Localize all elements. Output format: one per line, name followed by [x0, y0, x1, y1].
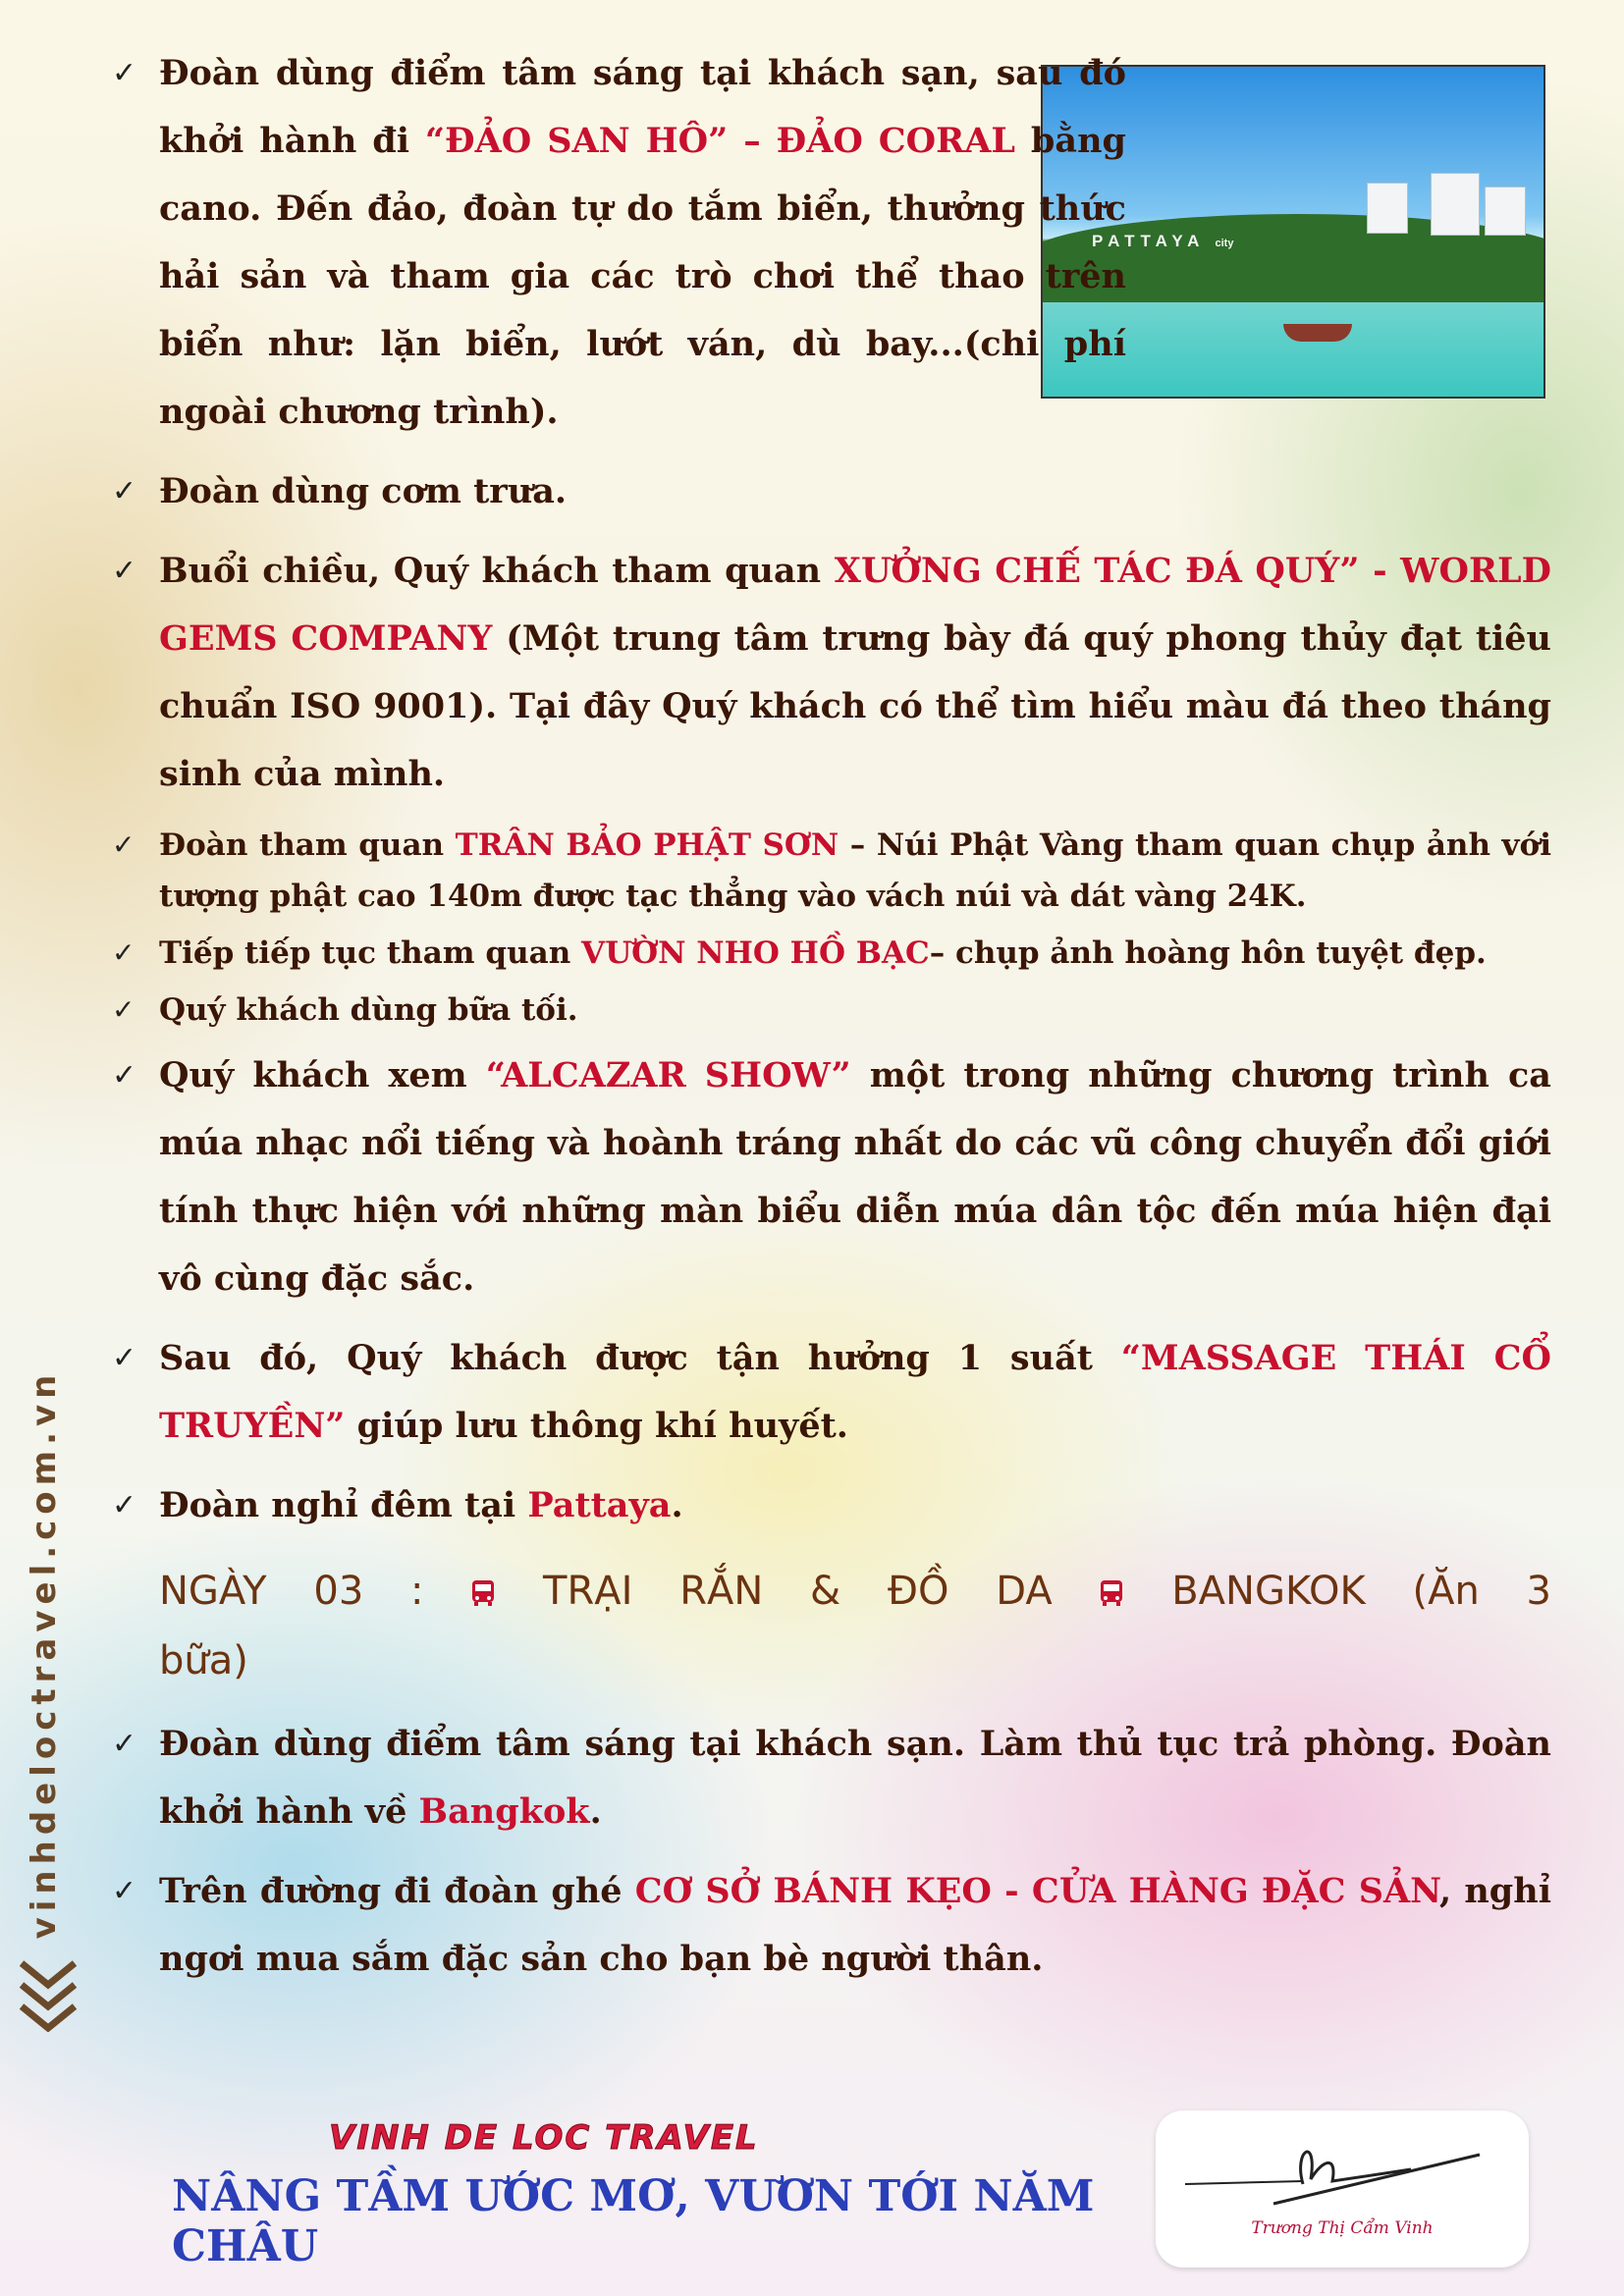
day-stop: TRẠI RẮN & ĐỒ DA [543, 1569, 1053, 1614]
itinerary-item [108, 928, 1551, 979]
item-text: Đoàn dùng điểm tâm sáng tại khách sạn. Làm thủ tục trả phòng. Đoàn khởi hành về [159, 1724, 1551, 1832]
day-stop: BANGKOK [1171, 1569, 1366, 1614]
item-text: – Núi Phật Vàng tham quan chụp ảnh với tượng phật cao 140m được tạc thẳng vào vách núi và dát vàng 24K. [159, 828, 1552, 914]
itinerary-content [108, 39, 1551, 2004]
item-text: một trong những chương trình ca múa nhạc nổi tiếng và hoành tráng nhất do các vũ công chuyển đổi giới tính thực hiện với những màn biểu diễn múa dân tộc đến múa hiện đại vô cùng đặc sắc. [159, 1055, 1551, 1299]
item-text: Đoàn dùng điểm tâm sáng tại khách sạn, sau đó khởi hành đi [159, 53, 1126, 161]
highlight-text: CƠ SỞ BÁNH KẸO - CỬA HÀNG ĐẶC SẢN [634, 1871, 1439, 1911]
highlight-text: “ALCAZAR SHOW” [485, 1055, 851, 1095]
item-text: Quý khách xem [159, 1055, 486, 1095]
chevron-down-icon [14, 1953, 82, 2032]
item-text: Buổi chiều, Quý khách tham quan [159, 551, 835, 591]
item-text: Đoàn nghỉ đêm tại [159, 1485, 528, 1525]
item-text: . [671, 1485, 683, 1525]
item-text: (Một trung tâm trưng bày đá quý phong thủy đạt tiêu chuẩn ISO 9001). Tại đây Quý khách có thể tìm hiểu màu đá theo tháng sinh của mình. [159, 618, 1551, 794]
item-text: giúp lưu thông khí huyết. [345, 1406, 848, 1446]
item-text: Đoàn dùng cơm trưa. [159, 471, 568, 511]
itinerary-item [108, 457, 1551, 525]
highlight-text: “MASSAGE THÁI CỔ TRUYỀN” [159, 1338, 1551, 1446]
day-heading [159, 1551, 1551, 1631]
itinerary-list [108, 1710, 1551, 1993]
itinerary-item [108, 985, 1551, 1036]
bus-icon [470, 1578, 496, 1608]
itinerary-item [108, 1324, 1551, 1460]
itinerary-item [108, 820, 1551, 922]
itinerary-item [108, 1710, 1551, 1845]
highlight-text: “ĐẢO SAN HÔ” – ĐẢO CORAL [424, 121, 1015, 161]
highlight-text: TRÂN BẢO PHẬT SƠN [455, 828, 839, 863]
itinerary-item [108, 1857, 1551, 1993]
signature-graphic [1156, 2110, 1529, 2228]
itinerary-item [108, 537, 1551, 808]
side-url-text: vinhdeloctravel.com.vn [25, 1368, 64, 1940]
highlight-text: Pattaya [527, 1485, 672, 1525]
itinerary-item [108, 1471, 1551, 1539]
day-meals: (Ăn 3 [1412, 1569, 1551, 1614]
highlight-text: XƯỞNG CHẾ TÁC ĐÁ QUÝ” - WORLD GEMS COMPANY [159, 551, 1551, 659]
item-text: Trên đường đi đoàn ghé [159, 1871, 635, 1911]
item-text: Tiếp tiếp tục tham quan [159, 935, 582, 971]
item-text: Đoàn tham quan [159, 828, 456, 863]
bus-icon [1099, 1578, 1124, 1608]
item-text: . [589, 1791, 602, 1832]
item-text: bằng cano. Đến đảo, đoàn tự do tắm biển, thưởng thức hải sản và tham gia các trò chơi thể thao trên biển như: lặn biển, lướt ván, dù bay...(chi phí ngoài chương trình). [159, 121, 1126, 432]
item-text: Quý khách dùng bữa tối. [159, 992, 578, 1028]
item-text: , nghỉ ngơi mua sắm đặc sản cho bạn bè người thân. [159, 1871, 1551, 1979]
side-url [20, 1335, 69, 1973]
highlight-text: VƯỜN NHO HỒ BẠC [581, 935, 930, 971]
photo-sign: PATTAYA city [1092, 232, 1234, 250]
itinerary-list [108, 39, 1551, 1539]
day-meals-cont: bữa) [159, 1638, 248, 1683]
signature-name: Trương Thị Cẩm Vinh [1251, 2218, 1434, 2238]
item-text: Sau đó, Quý khách được tận hưởng 1 suất [159, 1338, 1121, 1378]
day-label: NGÀY 03 : [159, 1569, 424, 1614]
itinerary-item [108, 39, 1126, 446]
signature-box [1156, 2110, 1529, 2268]
itinerary-item [108, 1041, 1551, 1312]
item-text: – chụp ảnh hoàng hôn tuyệt đẹp. [929, 935, 1487, 971]
highlight-text: Bangkok [418, 1791, 590, 1832]
brand-name: VINH DE LOC TRAVEL [329, 2118, 759, 2158]
slogan: NÂNG TẦM ƯỚC MƠ, VƯƠN TỚI NĂM CHÂU [172, 2171, 1095, 2271]
